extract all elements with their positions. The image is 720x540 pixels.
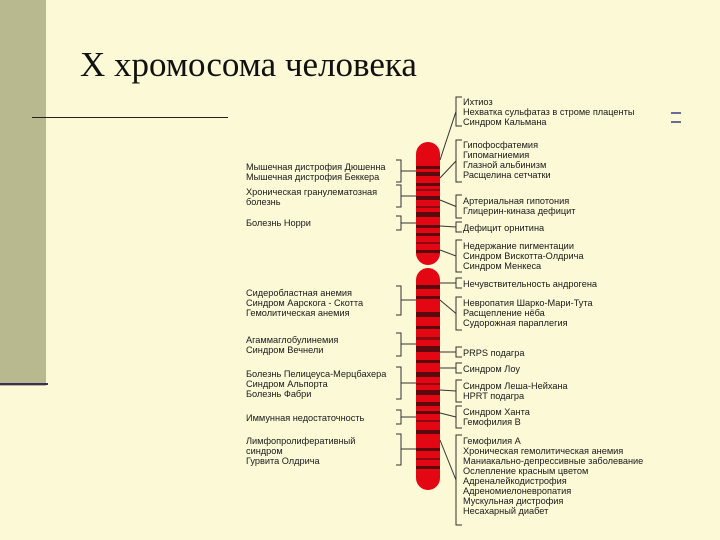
chromosome-band [416,430,440,434]
chromosome-band [416,183,440,186]
right-group-3 [463,196,575,216]
left-label-line: Болезнь Норри [246,218,311,228]
chromosome-band [416,233,440,236]
chromosome-band [416,250,440,253]
left-group-6 [246,369,386,399]
right-group-4 [463,223,544,233]
right-label-line: Дефицит орнитина [463,223,545,233]
left-label-line: Лимфопролиферативный [246,436,356,446]
right-pointer [440,440,456,480]
page-title: X хромосома человека [80,45,417,84]
right-label-line: Синдром Кальмана [463,117,547,127]
right-bracket [456,406,462,428]
left-label-line: Мышечная дистрофия Беккера [246,172,380,182]
right-bracket [456,140,462,182]
left-label-line: Синдром Вечнели [246,345,324,355]
chromosome-band [416,458,440,460]
chromosome-long-arm [416,268,440,490]
right-label-line: Синдром Леша-Нейхана [463,381,568,391]
chromosome-band [416,383,440,385]
chromosome-band [416,312,440,317]
right-bracket [456,97,462,126]
right-bracket [456,240,462,272]
right-label-line: Невропатия Шарко-Мари-Тута [463,298,593,308]
chromosome-band [416,411,440,414]
right-group-5 [463,241,584,271]
left-bracket [396,333,401,356]
chromosome-band [416,448,440,451]
left-label-line: болезнь [246,197,281,207]
chromosome-short-arm [416,142,440,265]
left-bracket [396,286,401,315]
right-label-line: Ослепление красным цветом [463,466,589,476]
right-connectors [440,97,462,525]
chromosome-band [416,225,440,228]
left-label-line: Гурвита Олдрича [246,456,320,466]
right-label-line: PRPS подагра [463,348,525,358]
left-label-line: Хроническая гранулематозная [246,187,378,197]
right-pointer [440,300,456,314]
right-label-line: Артериальная гипотония [463,196,570,206]
right-label-line: Расщепление нёба [463,308,545,318]
right-label-line: Синдром Вискотта-Олдрича [463,251,584,261]
left-group-8 [246,436,355,466]
chromosome-band [416,420,440,422]
right-bracket [456,297,462,330]
left-connectors [396,160,416,465]
right-pointer [440,200,456,207]
chromosome-band [416,212,440,217]
chromosome-body [416,142,440,265]
chromosome-band [416,390,440,395]
right-label-line: Нехватка сульфатаз в строме плаценты [463,107,635,117]
right-bracket [456,278,462,288]
right-label-line: Синдром Менкеса [463,261,542,271]
left-group-5 [246,335,338,355]
right-label-line: Синдром Ханта [463,407,530,417]
left-label-line: Гемолитическая анемия [246,308,350,318]
left-label-line: Сидеробластная анемия [246,288,353,298]
right-label-line: Синдром Лоу [463,364,520,374]
chromosome-band [416,296,440,299]
left-group-7 [246,413,364,423]
right-pointer [440,112,456,161]
chromosome-band [416,326,440,329]
right-label-line: Ихтиоз [463,97,493,107]
right-bracket [456,435,462,525]
left-group-2 [246,187,377,207]
chromosome-band [416,360,440,363]
right-group-6 [463,279,597,289]
right-pointer [440,250,456,256]
left-label-line: Синдром Аарскога - Скотта [246,298,364,308]
right-pointer [440,413,456,417]
left-label-line: Синдром Альпорта [246,379,328,389]
left-label-line: Иммунная недостаточность [246,413,365,423]
chromosome-band [416,285,440,289]
left-bracket [396,185,401,207]
chromosome-band [416,172,440,176]
left-label-line: Мышечная дистрофия Дюшенна [246,162,386,172]
right-label-line: Гипофосфатемия [463,140,539,150]
right-group-8 [463,348,525,358]
right-bracket [456,380,462,402]
left-group-1 [246,162,386,182]
left-label-line: синдром [246,446,283,456]
chromosome-band [416,189,440,191]
right-label-line: Глазной альбинизм [463,160,547,170]
chromosome-body [416,268,440,490]
right-group-11 [463,407,530,427]
right-label-line: Гемофилия В [463,417,521,427]
right-group-12 [463,436,643,516]
right-bracket [456,222,462,232]
left-bracket [396,410,401,424]
right-label-line: Несахарный диабет [463,506,549,516]
right-group-9 [463,364,520,374]
right-group-7 [463,298,593,328]
right-group-10 [463,381,568,401]
right-bracket [456,195,462,218]
right-label-line: Хроническая гемолитическая анемия [463,446,624,456]
chromosome-band [416,402,440,406]
left-label-line: Агаммаглобулинемия [246,335,339,345]
right-pointer [440,161,456,178]
left-bracket [396,434,401,465]
right-label-line: HPRT подагра [463,391,525,401]
right-pointer [440,226,456,227]
right-group-1 [463,97,634,127]
left-bracket [396,216,401,230]
right-label-line: Расщелина сетчатки [463,170,551,180]
right-label-line: Мускульная дистрофия [463,496,564,506]
left-group-3 [246,218,311,228]
chromosome-band [416,166,440,169]
right-label-line: Гипомагниемия [463,150,530,160]
right-label-line: Адреналейкодистрофия [463,476,567,486]
chromosome-band [416,372,440,377]
right-label-line: Адреномиелоневропатия [463,486,572,496]
left-group-4 [246,288,363,318]
left-label-line: Болезнь Пелицеуса-Мерцбахера [246,369,387,379]
left-label-line: Болезнь Фабри [246,389,312,399]
chromosome-band [416,337,440,340]
chromosome-band [416,206,440,208]
right-group-2 [463,140,551,180]
right-label-line: Маниакально-депрессивные заболевание [463,456,644,466]
right-pointer [440,390,456,391]
right-label-line: Судорожная параплегия [463,318,568,328]
right-bracket [456,363,462,373]
chromosome-band [416,242,440,244]
chromosome-band [416,346,440,352]
left-bracket [396,160,401,182]
left-bracket [396,367,401,399]
chromosome-band [416,196,440,200]
right-label-line: Нечувствительность андрогена [463,279,597,289]
chromosome-band [416,466,440,469]
right-label-line: Глицерин-киназа дефицит [463,206,576,216]
right-bracket [456,347,462,357]
right-label-line: Недержание пигментации [463,241,574,251]
right-label-line: Гемофилия А [463,436,521,446]
